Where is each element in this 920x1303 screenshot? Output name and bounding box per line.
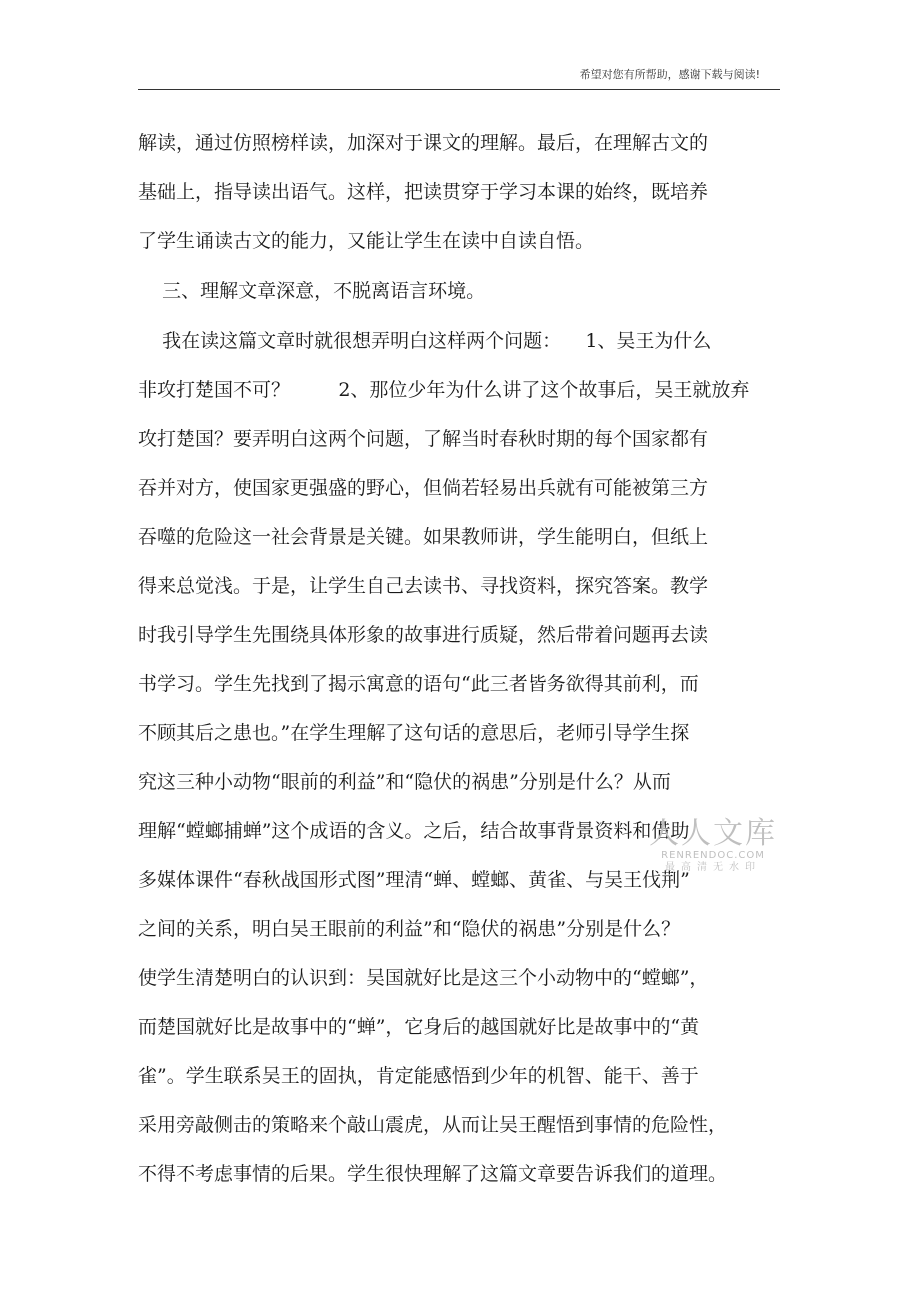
- text-line: 采用旁敲侧击的策略来个敲山震虎，从而让吴王醒悟到事情的危险性，: [138, 1114, 728, 1136]
- text-line: 了学生诵读古文的能力，又能让学生在读中自读自悟。: [138, 230, 595, 252]
- text-line: 多媒体课件“春秋战国形式图”理清“蝉、螳螂、黄雀、与吴王伐荆”: [138, 869, 690, 891]
- text-line: 不顾其后之患也。”在学生理解了这句话的意思后，老师引导学生探: [138, 722, 690, 744]
- section-heading: 三、理解文章深意，不脱离语言环境。: [138, 280, 486, 302]
- text-line: 究这三种小动物“眼前的利益”和“隐伏的祸患”分别是什么？从而: [138, 771, 671, 793]
- header-divider: [138, 89, 780, 90]
- watermark-tagline: 最高清无水印: [665, 862, 761, 873]
- header-note: 希望对您有所帮助，感谢下载与阅读!: [579, 68, 760, 81]
- text-line: 吞并对方，使国家更强盛的野心，但倘若轻易出兵就有可能被第三方: [138, 477, 709, 499]
- text-line: 基础上，指导读出语气。这样，把读贯穿于学习本课的始终，既培养: [138, 181, 709, 203]
- text-line: 解读，通过仿照榜样读，加深对于课文的理解。最后，在理解古文的: [138, 132, 709, 154]
- watermark-title: 人人文库: [649, 816, 777, 851]
- text-line: 攻打楚国？要弄明白这两个问题，了解当时春秋时期的每个国家都有: [138, 428, 709, 450]
- text-line: 我在读这篇文章时就很想弄明白这样两个问题： 1、吴王为什么: [138, 330, 712, 352]
- text-line: 理解“螳螂捕蝉”这个成语的含义。之后，结合故事背景资料和借助: [138, 820, 690, 842]
- text-line: 雀”。学生联系吴王的固执，肯定能感悟到少年的机智、能干、善于: [138, 1065, 699, 1087]
- text-line: 而楚国就好比是故事中的“蝉”，它身后的越国就好比是故事中的“黄: [138, 1016, 700, 1038]
- text-line: 使学生清楚明白的认识到：吴国就好比是这三个小动物中的“螳螂”，: [138, 967, 709, 989]
- watermark-url: RENRENDOC.COM: [661, 850, 765, 861]
- text-line: 书学习。学生先找到了揭示寓意的语句“此三者皆务欲得其前利，而: [138, 673, 699, 695]
- watermark-logo: [648, 818, 778, 874]
- text-line: 非攻打楚国不可？ 2、那位少年为什么讲了这个故事后，吴王就放弃: [138, 379, 750, 401]
- text-line: 得来总觉浅。于是，让学生自己去读书、寻找资料，探究答案。教学: [138, 575, 709, 597]
- text-line: 之间的关系，明白吴王眼前的利益”和“隐伏的祸患”分别是什么？: [138, 918, 681, 940]
- text-line: 吞噬的危险这一社会背景是关键。如果教师讲，学生能明白，但纸上: [138, 526, 709, 548]
- text-line: 时我引导学生先围绕具体形象的故事进行质疑，然后带着问题再去读: [138, 624, 709, 646]
- text-line: 不得不考虑事情的后果。学生很快理解了这篇文章要告诉我们的道理。: [138, 1163, 728, 1185]
